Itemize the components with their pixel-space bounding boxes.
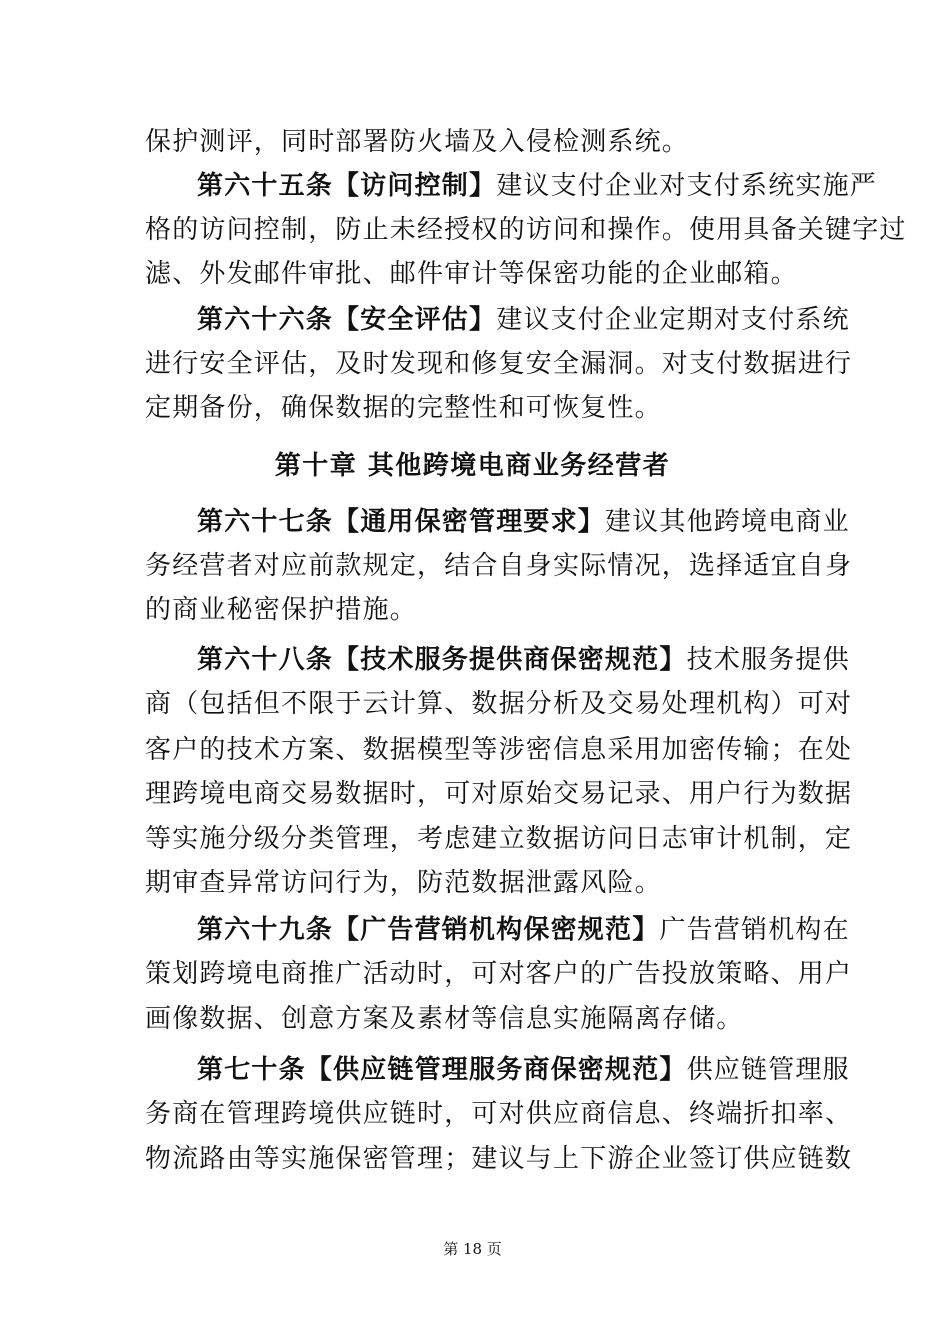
paragraph-line: 保护测评，同时部署防火墙及入侵检测系统。 xyxy=(145,127,690,157)
article-66-title: 第六十六条【安全评估】 xyxy=(197,305,497,335)
paragraph-line: 物流路由等实施保密管理；建议与上下游企业签订供应链数 xyxy=(145,1144,853,1174)
paragraph-line: 策划跨境电商推广活动时，可对客户的广告投放策略、用户 xyxy=(145,959,853,989)
chapter-title: 第十章 其他跨境电商业务经营者 xyxy=(274,451,671,481)
article-70-title: 第七十条【供应链管理服务商保密规范】 xyxy=(197,1055,687,1085)
article-65-title: 第六十五条【访问控制】 xyxy=(197,171,497,201)
article-67-heading-line: 第六十七条【通用保密管理要求】建议其他跨境电商业 xyxy=(197,507,850,537)
article-66-heading-line: 第六十六条【安全评估】建议支付企业定期对支付系统 xyxy=(197,305,850,335)
paragraph-line: 进行安全评估，及时发现和修复安全漏洞。对支付数据进行 xyxy=(145,349,853,379)
article-67-title: 第六十七条【通用保密管理要求】 xyxy=(197,507,606,537)
paragraph-line: 定期备份，确保数据的完整性和可恢复性。 xyxy=(145,393,662,423)
article-70-heading-line: 第七十条【供应链管理服务商保密规范】供应链管理服 xyxy=(197,1055,850,1085)
paragraph-line: 等实施分级分类管理，考虑建立数据访问日志审计机制，定 xyxy=(145,824,853,854)
paragraph-line: 务商在管理跨境供应链时，可对供应商信息、终端折扣率、 xyxy=(145,1099,853,1129)
paragraph-line: 客户的技术方案、数据模型等涉密信息采用加密传输；在处 xyxy=(145,735,853,765)
article-68-title: 第六十八条【技术服务提供商保密规范】 xyxy=(197,645,687,675)
paragraph-line: 的商业秘密保护措施。 xyxy=(145,595,418,625)
paragraph-line: 务经营者对应前款规定，结合自身实际情况，选择适宜自身 xyxy=(145,551,853,581)
paragraph-line: 理跨境电商交易数据时，可对原始交易记录、用户行为数据 xyxy=(145,779,853,809)
paragraph-line: 期审查异常访问行为，防范数据泄露风险。 xyxy=(145,868,662,898)
article-65-heading-line: 第六十五条【访问控制】建议支付企业对支付系统实施严 xyxy=(197,171,878,201)
page-number: 第 18 页 xyxy=(443,1240,502,1258)
paragraph-line: 滤、外发邮件审批、邮件审计等保密功能的企业邮箱。 xyxy=(145,259,798,289)
paragraph-line: 格的访问控制，防止未经授权的访问和操作。使用具备关键字过 xyxy=(145,215,907,245)
article-68-heading-line: 第六十八条【技术服务提供商保密规范】技术服务提供 xyxy=(197,645,850,675)
article-69-title: 第六十九条【广告营销机构保密规范】 xyxy=(197,915,660,945)
paragraph-line: 商（包括但不限于云计算、数据分析及交易处理机构）可对 xyxy=(145,689,853,719)
article-69-heading-line: 第六十九条【广告营销机构保密规范】广告营销机构在 xyxy=(197,915,850,945)
paragraph-line: 画像数据、创意方案及素材等信息实施隔离存储。 xyxy=(145,1004,744,1034)
